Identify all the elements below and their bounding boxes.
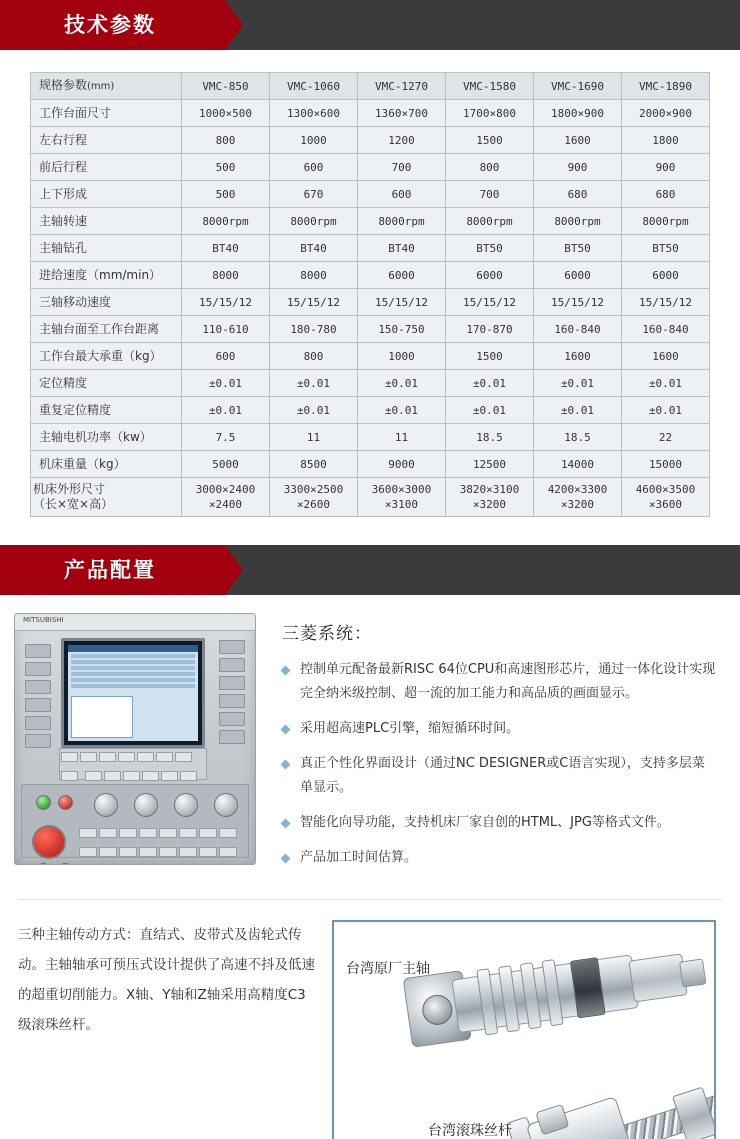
spec-table-header-row xyxy=(31,73,710,100)
spec-cell: BT50 xyxy=(534,235,622,262)
spec-cell: 8000rpm xyxy=(446,208,534,235)
spec-cell: BT50 xyxy=(622,235,710,262)
spec-header-model: VMC-850 xyxy=(182,73,270,100)
spec-cell: 8000 xyxy=(270,262,358,289)
spec-cell: 700 xyxy=(446,181,534,208)
spec-cell: 15/15/12 xyxy=(534,289,622,316)
spec-cell: 160-840 xyxy=(622,316,710,343)
spec-cell: 600 xyxy=(358,181,446,208)
table-row xyxy=(31,424,710,451)
spec-cell: 8000rpm xyxy=(182,208,270,235)
spec-cell: 1200 xyxy=(358,127,446,154)
spec-cell: 15/15/12 xyxy=(622,289,710,316)
spec-row-label: 三轴移动速度 xyxy=(31,289,182,316)
spec-cell: 22 xyxy=(622,424,710,451)
spec-row-label: 主轴转速 xyxy=(31,208,182,235)
table-row xyxy=(31,370,710,397)
spec-cell: 12500 xyxy=(446,451,534,478)
spec-cell: 6000 xyxy=(534,262,622,289)
spec-cell: 900 xyxy=(622,154,710,181)
spec-cell: 1800 xyxy=(622,127,710,154)
config-bullet-list xyxy=(282,658,716,870)
spec-cell: 900 xyxy=(534,154,622,181)
spec-cell: 1800×900 xyxy=(534,100,622,127)
spec-cell: 8000rpm xyxy=(270,208,358,235)
config-text-block xyxy=(264,613,716,881)
spec-cell: ±0.01 xyxy=(358,370,446,397)
table-row xyxy=(31,208,710,235)
spec-cell: 180-780 xyxy=(270,316,358,343)
spindle-screw-photo xyxy=(332,920,716,1139)
spec-cell: 150-750 xyxy=(358,316,446,343)
spec-header-model: VMC-1690 xyxy=(534,73,622,100)
caption-spindle: 台湾原厂主轴 xyxy=(346,961,430,977)
spec-cell: BT50 xyxy=(446,235,534,262)
spec-cell: ±0.01 xyxy=(446,397,534,424)
table-row xyxy=(31,451,710,478)
spec-cell: 15/15/12 xyxy=(270,289,358,316)
spec-cell: 15/15/12 xyxy=(358,289,446,316)
table-row xyxy=(31,316,710,343)
spec-cell: 700 xyxy=(358,154,446,181)
spec-cell: 800 xyxy=(446,154,534,181)
spec-cell: 6000 xyxy=(446,262,534,289)
spec-header-param: 规格参数(mm) xyxy=(31,73,182,100)
spec-cell: 15000 xyxy=(622,451,710,478)
spec-row-label: 前后行程 xyxy=(31,154,182,181)
config-heading: 三菱系统： xyxy=(282,624,372,644)
spec-cell: 500 xyxy=(182,154,270,181)
spec-row-label: 主轴电机功率（kw） xyxy=(31,424,182,451)
spec-table-wrap xyxy=(0,50,740,517)
config-section-title: 产品配置 xyxy=(64,558,156,582)
spec-row-label: 进给速度（mm/min） xyxy=(31,262,182,289)
cnc-screen xyxy=(61,638,205,748)
spec-cell: 8000rpm xyxy=(358,208,446,235)
spec-cell: ±0.01 xyxy=(182,397,270,424)
spec-cell: ±0.01 xyxy=(534,370,622,397)
spec-cell: 8500 xyxy=(270,451,358,478)
spec-header-model: VMC-1270 xyxy=(358,73,446,100)
spec-row-label: 工作台最大承重（kg） xyxy=(31,343,182,370)
config-section xyxy=(0,595,740,900)
spindle-illustration xyxy=(448,923,709,1057)
spec-cell: BT40 xyxy=(270,235,358,262)
spec-cell: 9000 xyxy=(358,451,446,478)
table-row xyxy=(31,343,710,370)
spec-row-label: 主轴台面至工作台距离 xyxy=(31,316,182,343)
spec-cell: 11 xyxy=(358,424,446,451)
cnc-panel-image xyxy=(14,613,264,881)
spec-row-label: 主轴钻孔 xyxy=(31,235,182,262)
spec-cell: 4600×3500 ×3600 xyxy=(622,478,710,517)
spec-row-label: 机床外形尺寸 （长×宽×高） xyxy=(31,478,182,517)
spec-cell: 800 xyxy=(270,343,358,370)
bottom-section xyxy=(0,900,740,1139)
section-banner-specs xyxy=(0,0,740,50)
spec-header-model: VMC-1060 xyxy=(270,73,358,100)
spec-cell: 680 xyxy=(622,181,710,208)
spec-cell: 3300×2500 ×2600 xyxy=(270,478,358,517)
spec-cell: 1500 xyxy=(446,343,534,370)
spec-cell: 6000 xyxy=(622,262,710,289)
spec-cell: 8000rpm xyxy=(622,208,710,235)
spec-cell: ±0.01 xyxy=(358,397,446,424)
spec-header-model: VMC-1580 xyxy=(446,73,534,100)
spec-cell: 600 xyxy=(270,154,358,181)
spec-cell: ±0.01 xyxy=(270,370,358,397)
spec-cell: 1600 xyxy=(622,343,710,370)
spec-row-label: 机床重量（kg） xyxy=(31,451,182,478)
table-row xyxy=(31,478,710,517)
spec-cell: 170-870 xyxy=(446,316,534,343)
spec-cell: 8000 xyxy=(182,262,270,289)
spec-cell: ±0.01 xyxy=(622,397,710,424)
transmission-description: 三种主轴传动方式：直结式、皮带式及齿轮式传动。主轴轴承可预压式设计提供了高速不抖及低速的超重切削能力。X轴、Y轴和Z轴采用高精度C3级滚珠丝杆。 xyxy=(18,927,315,1033)
spec-cell: 1360×700 xyxy=(358,100,446,127)
spec-cell: 1000×500 xyxy=(182,100,270,127)
table-row xyxy=(31,181,710,208)
section-banner-config xyxy=(0,545,740,595)
spec-cell: 8000rpm xyxy=(534,208,622,235)
list-item: 产品加工时间估算。 xyxy=(282,846,716,870)
spec-cell: 6000 xyxy=(358,262,446,289)
spec-cell: 500 xyxy=(182,181,270,208)
spec-cell: 2000×900 xyxy=(622,100,710,127)
spec-cell: 1600 xyxy=(534,127,622,154)
spec-cell: BT40 xyxy=(182,235,270,262)
spec-cell: 1000 xyxy=(270,127,358,154)
spec-cell: 14000 xyxy=(534,451,622,478)
table-row xyxy=(31,397,710,424)
spec-cell: 4200×3300 ×3200 xyxy=(534,478,622,517)
spec-cell: 160-840 xyxy=(534,316,622,343)
caption-ballscrew: 台湾滚珠丝杆 xyxy=(428,1123,512,1139)
spec-cell: ±0.01 xyxy=(182,370,270,397)
spec-cell: 670 xyxy=(270,181,358,208)
spec-cell: 1300×600 xyxy=(270,100,358,127)
spec-row-label: 定位精度 xyxy=(31,370,182,397)
spec-row-label: 工作台面尺寸 xyxy=(31,100,182,127)
list-item: 控制单元配备最新RISC 64位CPU和高速图形芯片，通过一体化设计实现完全纳米级控制、超一流的加工能力和高品质的画面显示。 xyxy=(282,658,716,706)
spec-cell: 7.5 xyxy=(182,424,270,451)
spec-cell: ±0.01 xyxy=(534,397,622,424)
spec-header-model: VMC-1890 xyxy=(622,73,710,100)
table-row xyxy=(31,100,710,127)
list-item: 真正个性化界面设计（通过NC DESIGNER或C语言实现），支持多层菜单显示。 xyxy=(282,752,716,800)
spec-cell: ±0.01 xyxy=(270,397,358,424)
spec-cell: 800 xyxy=(182,127,270,154)
spec-row-label: 上下形成 xyxy=(31,181,182,208)
emergency-stop-icon xyxy=(32,825,66,859)
spec-cell: 600 xyxy=(182,343,270,370)
specs-section-title: 技术参数 xyxy=(64,13,156,37)
spec-cell: 3000×2400 ×2400 xyxy=(182,478,270,517)
panel-brand-label: MITSUBISHI xyxy=(23,616,64,624)
spec-cell: 11 xyxy=(270,424,358,451)
spec-table xyxy=(30,72,710,517)
spec-cell: 110-610 xyxy=(182,316,270,343)
spec-cell: ±0.01 xyxy=(446,370,534,397)
spec-cell: 1600 xyxy=(534,343,622,370)
table-row xyxy=(31,154,710,181)
spec-cell: 5000 xyxy=(182,451,270,478)
spec-cell: 680 xyxy=(534,181,622,208)
divider xyxy=(18,899,722,900)
table-row xyxy=(31,235,710,262)
table-row xyxy=(31,262,710,289)
table-row xyxy=(31,289,710,316)
spec-cell: 18.5 xyxy=(446,424,534,451)
table-row xyxy=(31,127,710,154)
spec-cell: 1500 xyxy=(446,127,534,154)
list-item: 采用超高速PLC引擎，缩短循环时间。 xyxy=(282,717,716,741)
spec-cell: 1000 xyxy=(358,343,446,370)
spec-cell: BT40 xyxy=(358,235,446,262)
spec-cell: ±0.01 xyxy=(622,370,710,397)
spec-cell: 15/15/12 xyxy=(446,289,534,316)
spec-cell: 18.5 xyxy=(534,424,622,451)
list-item: 智能化向导功能，支持机床厂家自创的HTML、JPG等格式文件。 xyxy=(282,811,716,835)
spec-cell: 3600×3000 ×3100 xyxy=(358,478,446,517)
spec-row-label: 重复定位精度 xyxy=(31,397,182,424)
spec-cell: 1700×800 xyxy=(446,100,534,127)
spec-row-label: 左右行程 xyxy=(31,127,182,154)
spec-cell: 15/15/12 xyxy=(182,289,270,316)
spec-cell: 3820×3100 ×3200 xyxy=(446,478,534,517)
